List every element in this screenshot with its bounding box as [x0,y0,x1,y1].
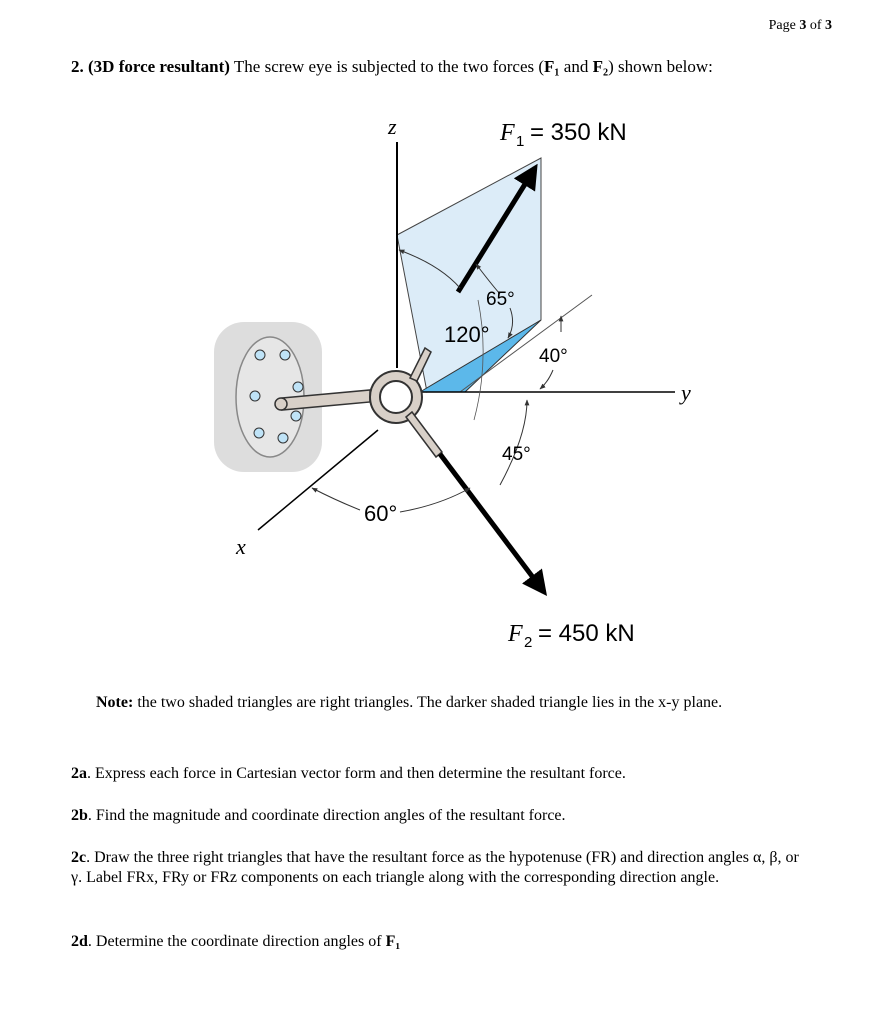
f2-force-arrow [440,454,544,592]
svg-text:= 350 kN: = 350 kN [530,119,627,146]
problem-heading: (3D force resultant) [88,57,230,76]
angle-45-label: 45° [502,444,531,465]
f1-label [499,119,627,150]
svg-text:1: 1 [516,133,525,150]
svg-text:F: F [508,621,523,647]
part-2a: 2a. Express each force in Cartesian vector form and then determine the resultant force. [71,765,626,782]
f2-label [507,620,635,651]
svg-text:= 450 kN: = 450 kN [538,620,635,647]
angle-60-label: 60° [364,501,398,526]
part-2b: 2b. Find the magnitude and coordinate direction angles of the resultant force. [71,807,566,824]
part-2d: 2d. Determine the coordinate direction angles of F₁ [71,933,401,950]
z-axis-label: z [388,114,397,139]
page-number: Page 3 of 3 [768,18,832,33]
angle-65-label: 65° [486,289,515,310]
part-2c: 2c. Draw the three right triangles that have the resultant force as the hypotenuse (FR) and direction angles α, β, or γ. Label FRx, FRy or FRz components on each triangle along with the corresponding direction angle. [71,849,799,886]
force-diagram [0,100,870,660]
x-axis-label: x [236,534,246,559]
svg-text:2: 2 [524,634,533,651]
problem-title: 2. (3D force resultant) The screw eye is subjected to the two forces (F₁ and F₂) shown below: [71,57,713,76]
angle-40-label: 40° [539,346,568,367]
svg-text:F: F [500,120,515,146]
y-axis-label: y [681,380,691,405]
angle-120-label: 120° [444,322,490,347]
problem-number: 2. [71,57,84,76]
figure-note: Note: the two shaded triangles are right triangles. The darker shaded triangle lies in the x-y plane. [96,694,723,711]
